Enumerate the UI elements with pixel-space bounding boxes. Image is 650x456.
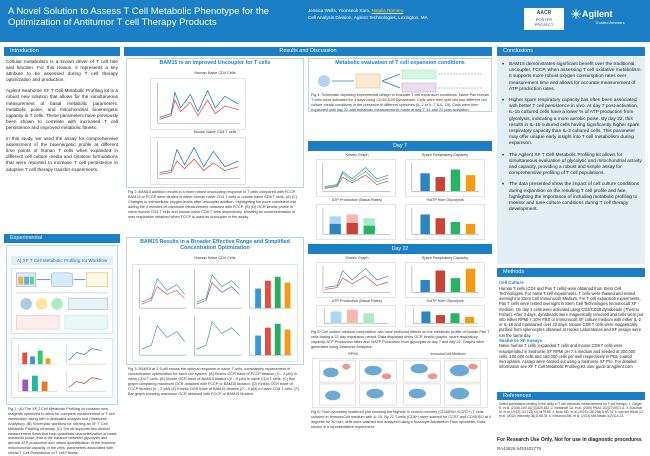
immunocult-label: ImmunoCult Medium [430, 352, 466, 356]
publication-number: RA44826.5493402778 [497, 446, 541, 451]
day22-spare-label: Spare Respiratory Capacity [421, 256, 469, 260]
methods-assay-text: Naive human T cells, expanded T cells and mouse CD8 T cells were resuspended in Seahorse XF RPMI pH 7.4 medium and seeded at 200,000 cells, 100,000 cells and 150,000 cells per well respectively in PDL-coated microplates. Assays were carried out using a Seahorse XF Pro. For detailed information see XF T Cell Metabolic Profiling Kit user guide at Agilent.com [499, 343, 637, 370]
agilent-tagline: Trusted Answers [595, 20, 625, 25]
fig5-caption: Fig 5: Cell culture medium composition can have profound effects on the metabolic profile of human Pan T cells during a 22-day expansion period. Data displayed show OCR kinetic graphs, spare respiratory capacity, ATP Production rates and %ATP Production from glycolysis at day 7 and day 22. Graphs were generated using Seahorse Analytics. [311, 330, 490, 349]
introduction-body [6, 59, 118, 178]
expansion-title: Metabolic evaluation of T cell expansion conditions [335, 60, 465, 66]
poster-title: A Novel Solution to Assess T Cell Metabolic Phenotype for the Optimization of Antitumor T cell Therapy Products [8, 6, 270, 28]
day7-spare-chart [405, 159, 485, 197]
methods-heading: Methods [497, 268, 645, 277]
aacr-poster-label: POSTER [535, 17, 553, 22]
day7-kinetic-chart [316, 159, 396, 197]
day22-atp-prod-chart [316, 305, 396, 327]
references-text: Select publications relating to the utility of T cell metabolic measurements for T cell therapy: 1. Geiger R, et al. (2016) Cell 167(3):829-842. 2. Klebanoff CA, et al. (2005) PNAS 102(27):9571-6. 3. Sukumar M, et al. (2013) JCI 123(10):4479-88. 4. Buck MD, et al. (2016) Cell 166(1):63-76. 5. van der Windt GJ, et al. (2012) Immunity 36(1):68-78. 6. Kenwood BM, et al. (2014) Mol Metab 3(2):114-23. [499, 402, 644, 419]
author-affiliation: Cell Analysis Division, Agilent Technologies, Lexington, MA [308, 15, 428, 20]
agilent-logo: Agilent [582, 9, 613, 19]
intro-paragraph-1: Cellular metabolism is a known driver of T cell fate and function. For this reason, it represents a key attribute to be assessed during T cell therapy optimization and production. [6, 59, 118, 83]
workflow-data-charts [11, 338, 113, 398]
day22-kinetic-label: Kinetic Graph [345, 256, 369, 260]
bam15-range-subtitle: Human Naive CD4 Cells [194, 256, 236, 260]
conclusions-heading: Conclusions [497, 47, 645, 56]
day7-atp-glyco-chart [405, 204, 485, 240]
day7-atp-glyco-label: %ATP from Glycolysis [426, 198, 464, 202]
bam15-mouse-ocr-chart [150, 137, 246, 185]
day22-atp-prod-label: ATP Production (Basal Rates) [331, 299, 383, 303]
bam15-human-ocr-chart [150, 78, 246, 130]
bam15-range-title: BAM15 Results in a Broader Effective Range and Simplified Concentration Optimization [140, 239, 290, 251]
methods-cell-culture-text: Human T cells (CD4 and Pan T cells) were obtained from Stem Cell Technologies. For naive T cell experiments, T cells were thawed and rested overnight in Stem Cell Immunocult Medium. For T cell expansion experiments, Pan T cells were rested overnight in Stem Cell Technologies Immunocult XF medium. On day 1 cells were activated using CD3/CD28 dynabeads (Thermo Fisher). After 3 days, dynabeads were magnetically removed and cells were put into either RPMI + 10% FBS or Immunocult XF culture medium with either IL-2 or IL-15 and maintained over 22 days. Mouse CD8 T cells were magnetically purified from splenocytes obtained at Hooke Laboratories and XF assays were run the same day. [499, 285, 644, 338]
conclusions-list [502, 62, 642, 218]
fig3-caption: Fig 3: BAM15 at 2.5 μM shows the optimal response in naive T cells, consistently replacement of concentration optimization for each cell system. (A) Kinetic OCR trace of FCCP titration (0 – 2 μM) in naive CD4 T cells. (B) Kinetic OCR trace of BAM15 titration (0 – 5 μM) in naive CD4 T cells. (C) Bar graph comparing maximum OCR obtained with FCCP or BAM15 titration. (D) Kinetic OCR trace of FCCP titration (0 – 2 μM) (E) Kinetic OCR trace of BAM15 titration (0 – 5 μM) in naive CD8 T cells. (F) Bar graph showing maximum OCR obtained with FCCP or BAM15 titration. [128, 367, 300, 396]
conclusion-item: • BAM15 demonstrates significant benefit over the traditional uncoupler, FCCP, when assessing T cell oxidative metabolism. It supports more robust oxygen consumption rates over measurement time and allows for accurate measurement of ATP production rates. [502, 62, 642, 93]
workflow-illustration [11, 268, 113, 334]
day7-kinetic-label: Kinetic Graph [345, 153, 369, 157]
expansion-schematic [314, 70, 486, 92]
day22-atp-glyco-label: %ATP from Glycolysis [426, 299, 464, 303]
day22-spare-chart [405, 262, 485, 298]
authors-names: Jessica Wells, Yoonseok Kam, [308, 8, 372, 13]
day7-spare-label: Spare Respiratory Capacity [421, 153, 469, 157]
fig4-caption: Fig 4: Schematic depicting experimental design to evaluate T cell expansion conditions. Naive Pan human T cells were activated for 3 days using CD3/CD28 Dynabeads. Cells were then split into two different cell culture media conditions in the presence of different cytokines (IL-2 or IL-7 & IL-15). Cells were then expanded until day 22 with metabolic measurements made at day 7, 11 and 22 post activation. [311, 93, 489, 112]
bam15-mouse-subtitle: Mouse Naive CD4 T cells [193, 130, 237, 134]
day22-atp-glyco-chart [405, 305, 485, 327]
bam15-human-subtitle: Human Naive CD4 Cells [194, 71, 236, 75]
rpmi-label: RPMI [348, 352, 358, 356]
conclusion-item: • The Agilent XF T Cell Metabolic Profiling kit allows for simultaneous evaluation of glycolytic and mitochondrial activity and capacity, providing a robust and simple assay for comprehensive profiling of T cell populations. [502, 153, 642, 178]
day22-banner: Day 22 [308, 244, 492, 254]
flow-cytometry-plots [312, 358, 488, 408]
conclusion-item: • The data presented show the impact of cell culture conditions during expansion on the resulting T cell profile and fate, highlighting the importance of including metabolic profiling to monitor and tune culture conditions during T cell therapy development. [502, 182, 642, 213]
bam15-panel-title: BAM15 is an Improved Uncoupler for T cells [159, 60, 271, 66]
research-use-only-notice: For Research Use Only. Not for use in diagnostic procedures [497, 437, 642, 443]
references-heading: References [497, 392, 645, 400]
intro-paragraph-2: Agilent Seahorse XF T Cell Metabolic Profiling kit is a robust new solution that allows for the simultaneous measurement of basal metabolic parameters, metabolic poise, and mitochondrial bioenergetic capacity in T cells. These parameters have previously been shown to correlate with increased T cell persistence and improved metabolic fitness. [6, 88, 118, 130]
results-heading: Results and Discussion [124, 47, 492, 56]
aacr-label: AACR [536, 10, 552, 16]
conclusion-item: • Higher spare respiratory capacity has often been associated with better T cell persistence in vivo. At day 7 post-activation, IL-15 cultured cells have a lower % of ATP production from glycolysis, indicating a more aerobic poise. By day 22, this results in IL-15 cultured cells having significantly higher spare respiratory capacity than IL-2 cultured cells. This parameter may offer unique early insight into T cell metabolism during expansion. [502, 98, 642, 148]
workflow-subtitle: A) XF T Cell Metabolic Profiling Kit Workflow [11, 256, 113, 265]
bam15-titration-charts [132, 264, 298, 362]
methods-assay-heading: Seahorse XF Assays [499, 337, 543, 343]
aacr-project-label: PROJECT [534, 22, 554, 27]
intro-paragraph-3: In this study, we used the assay for comprehensive assessment of the bioenergetic profile at different time points of human T cells when expanded in different cell culture media and cytokine formulations that were reported to increase T cell persistence in adoptive T cell therapy transfer experiments. [6, 136, 118, 172]
day7-banner: Day 7 [308, 141, 492, 151]
presenting-author[interactable]: Natalia Romero [371, 8, 404, 13]
fig1-caption: Fig 1: (A) The XF T Cell Metabolic Profiling kit contains new reagents optimized to allow for complete measurement of T cell metabolism along with a dedicated analysis tool (Seahorse Analytics). (B) Schematic workflow for running an XF T Cell Metabolic Profiling kit assay. (C) The kit supports two distinct measurement flows that help quantitate characterization of basal metabolic poise, that is the balance between glycolysis and aerobic ATP production and robust quantification of the maximal mitochondrial capacity of the cells, parameters associated with robust T Cell Persistence of T cell Fitness. [8, 407, 117, 456]
fig2-caption: Fig 2: BAM15 addition results in a more robust uncoupling response in T cells compared with FCCP. BAM15 or FCCP were titrated in either human naive CD4 T cells or mouse naive CD8 T cells. (A) (C) Changes in extracellular oxygen levels after uncoupler addition, highlighting the more consistent rise during the 3 minutes of maximum measurement obtained with FCCP. (B) (D) OCR kinetic profile in naive human CD4 T cells and mouse naive CD8 T cells respectively, showing an underestimation of max respiration obtained when FCCP is used as uncoupler in the assay. [128, 190, 298, 219]
day22-kinetic-chart [316, 262, 396, 298]
poster-header [0, 0, 650, 42]
experimental-heading: Experimental [4, 234, 120, 243]
day7-atp-prod-chart [316, 204, 396, 240]
author-block [308, 7, 428, 21]
methods-cell-culture-heading: Cell Culture [499, 280, 524, 285]
agilent-spark-icon [571, 9, 581, 19]
day7-atp-prod-label: ATP Production (Basal Rates) [331, 198, 383, 202]
aacr-poster-badge [523, 7, 565, 31]
fig6-caption: Fig 6: Flow cytometry scattered plot showing the highest % central memory (CD45RA+/CCR7+) T cells cultured in ImmunoCult medium with IL-15. By 22 T cells (CD8+) were stained for CCR7 and CD45 RO at 4 degrees for 30 min; cells were washed and analyzed using a Novocyte Advanteon Flow cytometer. Data shown is a representative experiment. [311, 410, 491, 429]
introduction-heading: Introduction [4, 47, 120, 56]
methods-body [499, 280, 644, 369]
